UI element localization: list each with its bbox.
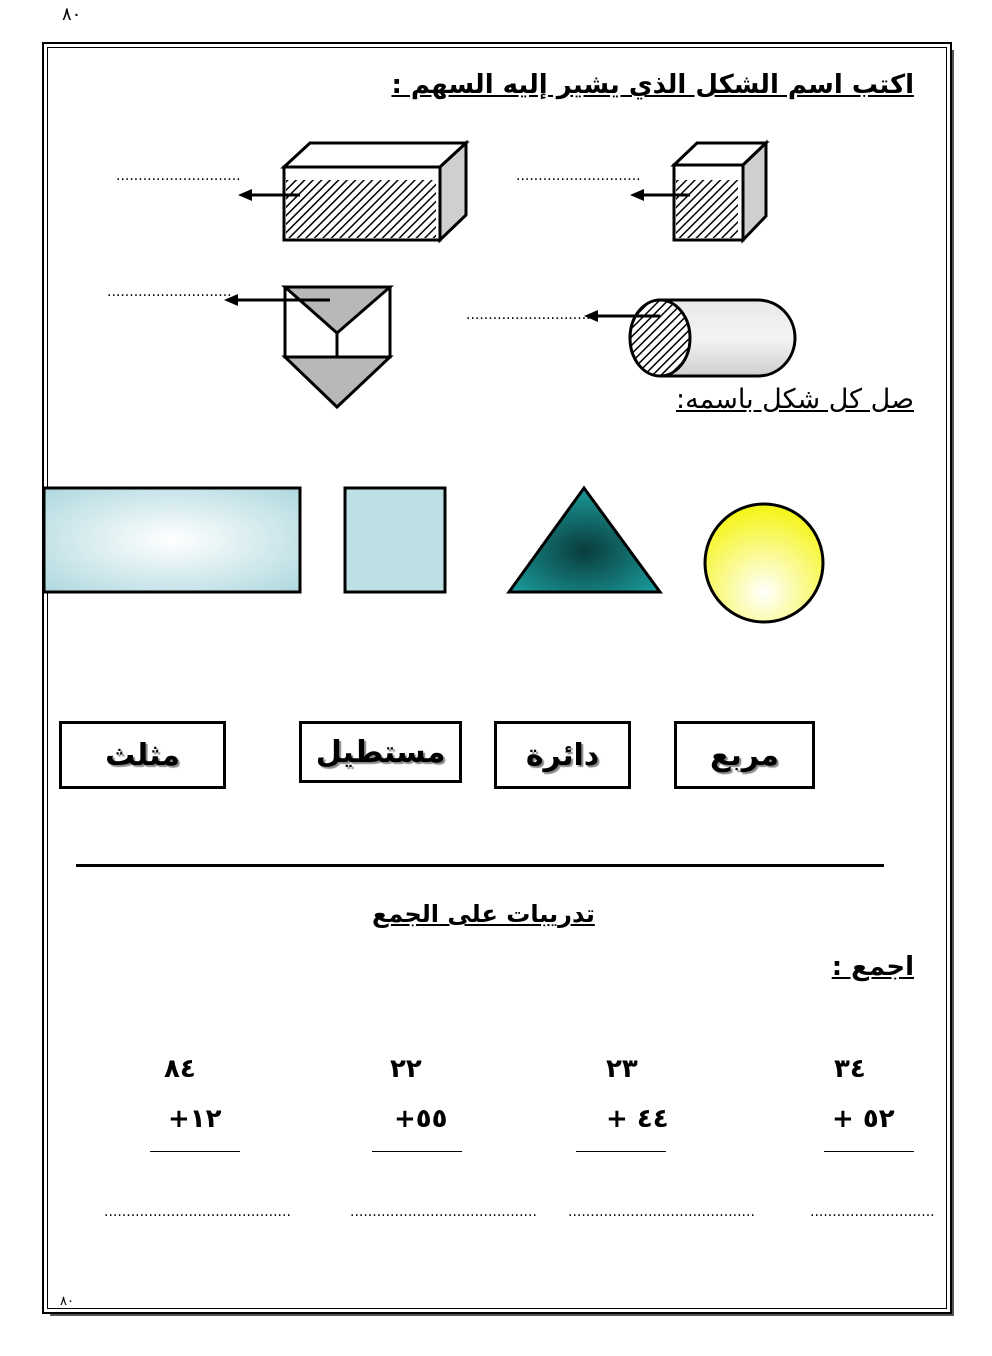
page-number-bottom: ٨٠ (60, 1294, 74, 1309)
addend-top: ٢٢ (390, 1054, 422, 1084)
plane-shapes-figure (0, 470, 992, 640)
label-box-triangle[interactable] (59, 721, 226, 789)
label-text: مربع (710, 737, 779, 773)
addend-bottom: + ٥٢ (832, 1104, 895, 1134)
label-text: مستطيل (315, 734, 446, 770)
sum-answer-blank[interactable]: .......................................... (350, 1204, 537, 1220)
sum-answer-blank[interactable]: .......................................... (104, 1204, 291, 1220)
addend-top: ٨٤ (164, 1054, 196, 1084)
section2-title: صل كل شكل باسمه: (676, 384, 914, 415)
triangular-prism-shape (285, 287, 390, 407)
cylinder-shape (630, 300, 795, 376)
square-shape (345, 488, 445, 592)
sum-line (824, 1151, 914, 1152)
section1-title: اكتب اسم الشكل الذي يشير إليه السهم : (391, 70, 914, 100)
answer-blank[interactable]: ............................ (466, 307, 591, 323)
circle-shape (705, 504, 823, 622)
page-number: ٨٠ (62, 4, 82, 25)
sum-line (372, 1151, 462, 1152)
label-text: مثلث (105, 737, 180, 773)
triangle-shape (509, 488, 660, 592)
cube-shape (674, 143, 766, 240)
label-text: دائرة (525, 737, 600, 773)
addend-bottom: +١٢ (168, 1104, 222, 1134)
sum-line (576, 1151, 666, 1152)
label-box-circle[interactable] (494, 721, 631, 789)
rectangle-shape (44, 488, 300, 592)
sum-answer-blank[interactable]: .......................................... (568, 1204, 755, 1220)
section3-instruction: اجمع : (831, 952, 914, 982)
section3-title: تدريبات على الجمع (372, 900, 595, 928)
addend-bottom: + ٤٤ (606, 1104, 669, 1134)
sum-line (150, 1151, 240, 1152)
sum-answer-blank[interactable]: ............................ (810, 1204, 935, 1220)
addend-top: ٣٤ (834, 1054, 866, 1084)
label-box-square[interactable] (674, 721, 815, 789)
answer-blank[interactable]: ............................ (107, 284, 232, 300)
answer-blank[interactable]: ............................ (516, 168, 641, 184)
label-box-rectangle[interactable] (299, 721, 462, 783)
solid-shapes-figure (0, 0, 992, 420)
addend-bottom: +٥٥ (394, 1104, 448, 1134)
cuboid-shape (284, 143, 466, 240)
section-divider (76, 864, 884, 867)
addend-top: ٢٣ (606, 1054, 638, 1084)
answer-blank[interactable]: ............................ (116, 168, 241, 184)
